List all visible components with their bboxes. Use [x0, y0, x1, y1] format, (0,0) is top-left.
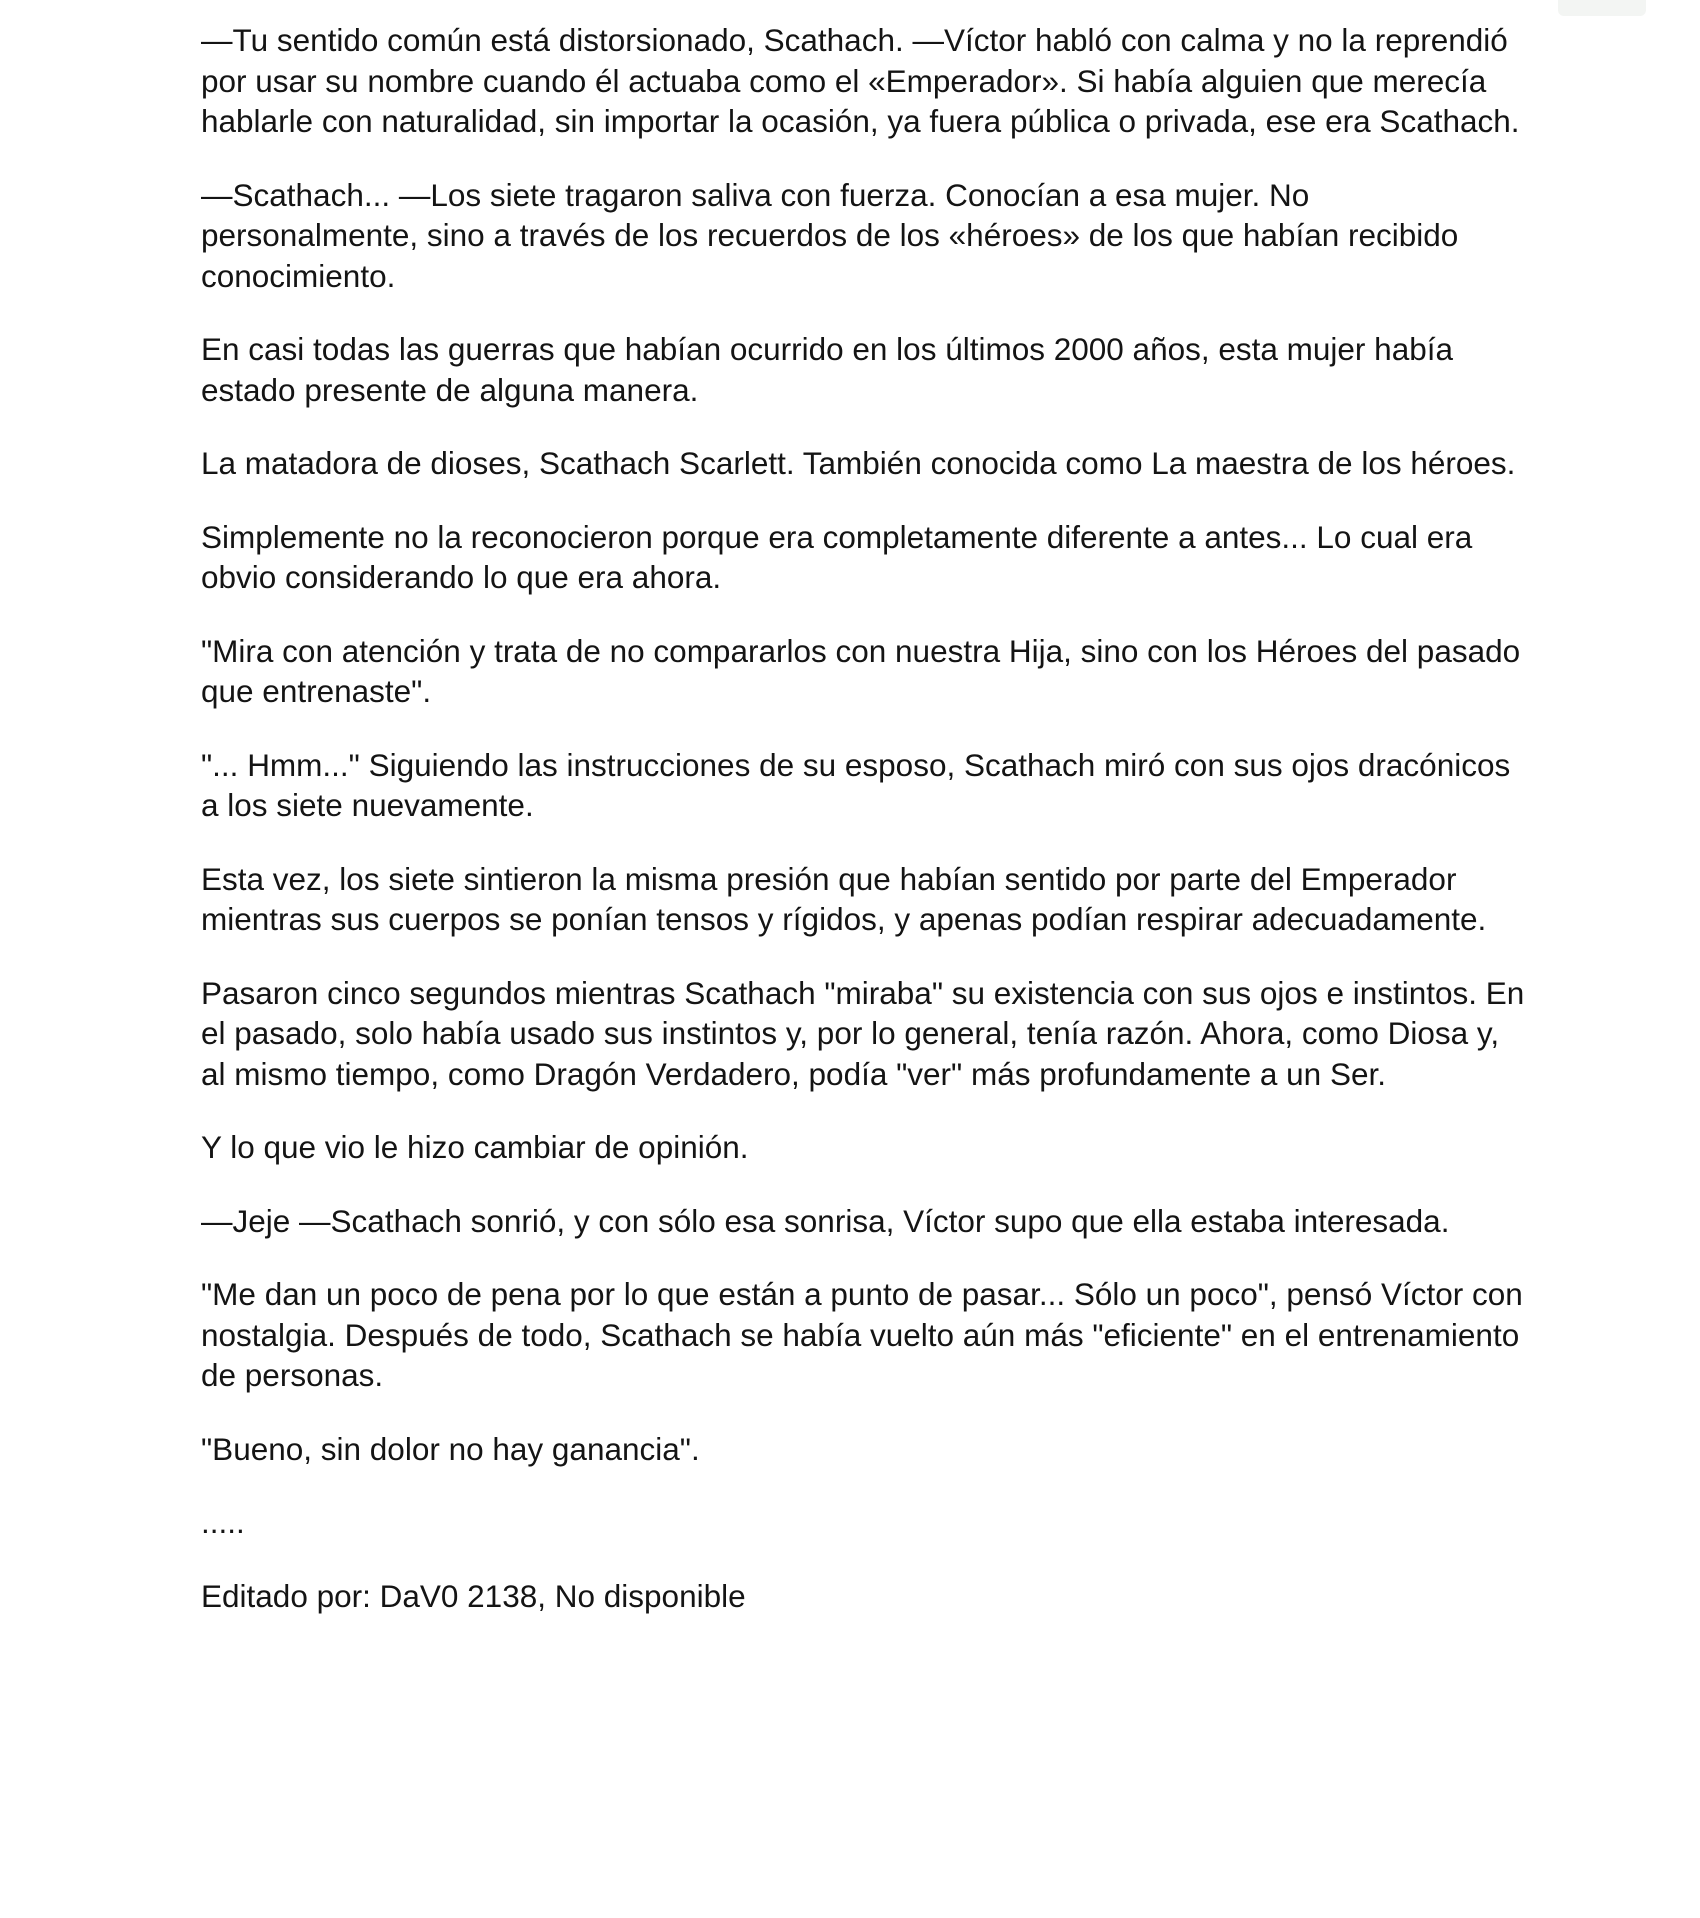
paragraph-13: "Bueno, sin dolor no hay ganancia". — [201, 1430, 700, 1467]
paragraph-6: "Mira con atención y trata de no compararlos con nuestra Hija, sino con los Héroes del pasado que entrenaste". — [201, 632, 1521, 709]
paragraph-10: Y lo que vio le hizo cambiar de opinión. — [201, 1129, 749, 1165]
section-break: ..... — [201, 1504, 245, 1540]
paragraph-1: —Tu sentido común está distorsionado, Scathach. —Víctor habló con calma y no la reprendió por usar su nombre cuando él actuaba como el «Emperador». Si había alguien que merecía hablarle con naturalidad, sin importar la ocasión, ya fuera pública o privada, ese era Scathach. — [201, 22, 1520, 139]
paragraph-11: —Jeje —Scathach sonrió, y con sólo esa sonrisa, Víctor supo que ella estaba interesada. — [201, 1202, 1450, 1239]
paragraph-8: Esta vez, los siete sintieron la misma presión que habían sentido por parte del Emperador mientras sus cuerpos se ponían tensos y rígidos, y apenas podían respirar adecuadamente. — [201, 860, 1487, 937]
document-body — [201, 20, 1531, 1649]
corner-tab — [1558, 0, 1646, 16]
editor-credit: Editado por: DaV0 2138, No disponible — [201, 1577, 746, 1614]
paragraph-12: "Me dan un poco de pena por lo que están a punto de pasar... Sólo un poco", pensó Víctor con nostalgia. Después de todo, Scathach se había vuelto aún más "eficiente" en el entrenamiento de personas. — [201, 1276, 1523, 1393]
paragraph-9: Pasaron cinco segundos mientras Scathach "miraba" su existencia con sus ojos e instintos. En el pasado, solo había usado sus instintos y, por lo general, tenía razón. Ahora, como Diosa y, al mismo tiempo, como Dragón Verdadero, podía "ver" más profundamente a un Ser. — [201, 974, 1525, 1092]
paragraph-2: —Scathach... —Los siete tragaron saliva con fuerza. Conocían a esa mujer. No personalmente, sino a través de los recuerdos de los «héroes» de los que habían recibido conocimiento. — [201, 176, 1459, 294]
paragraph-4: La matadora de dioses, Scathach Scarlett. También conocida como La maestra de los héroes. — [201, 445, 1516, 481]
paragraph-5: Simplemente no la reconocieron porque era completamente diferente a antes... Lo cual era obvio considerando lo que era ahora. — [201, 518, 1473, 595]
paragraph-7: "... Hmm..." Siguiendo las instrucciones de su esposo, Scathach miró con sus ojos dracónicos a los siete nuevamente. — [201, 746, 1511, 823]
paragraph-3: En casi todas las guerras que habían ocurrido en los últimos 2000 años, esta mujer había estado presente de alguna manera. — [201, 331, 1454, 408]
